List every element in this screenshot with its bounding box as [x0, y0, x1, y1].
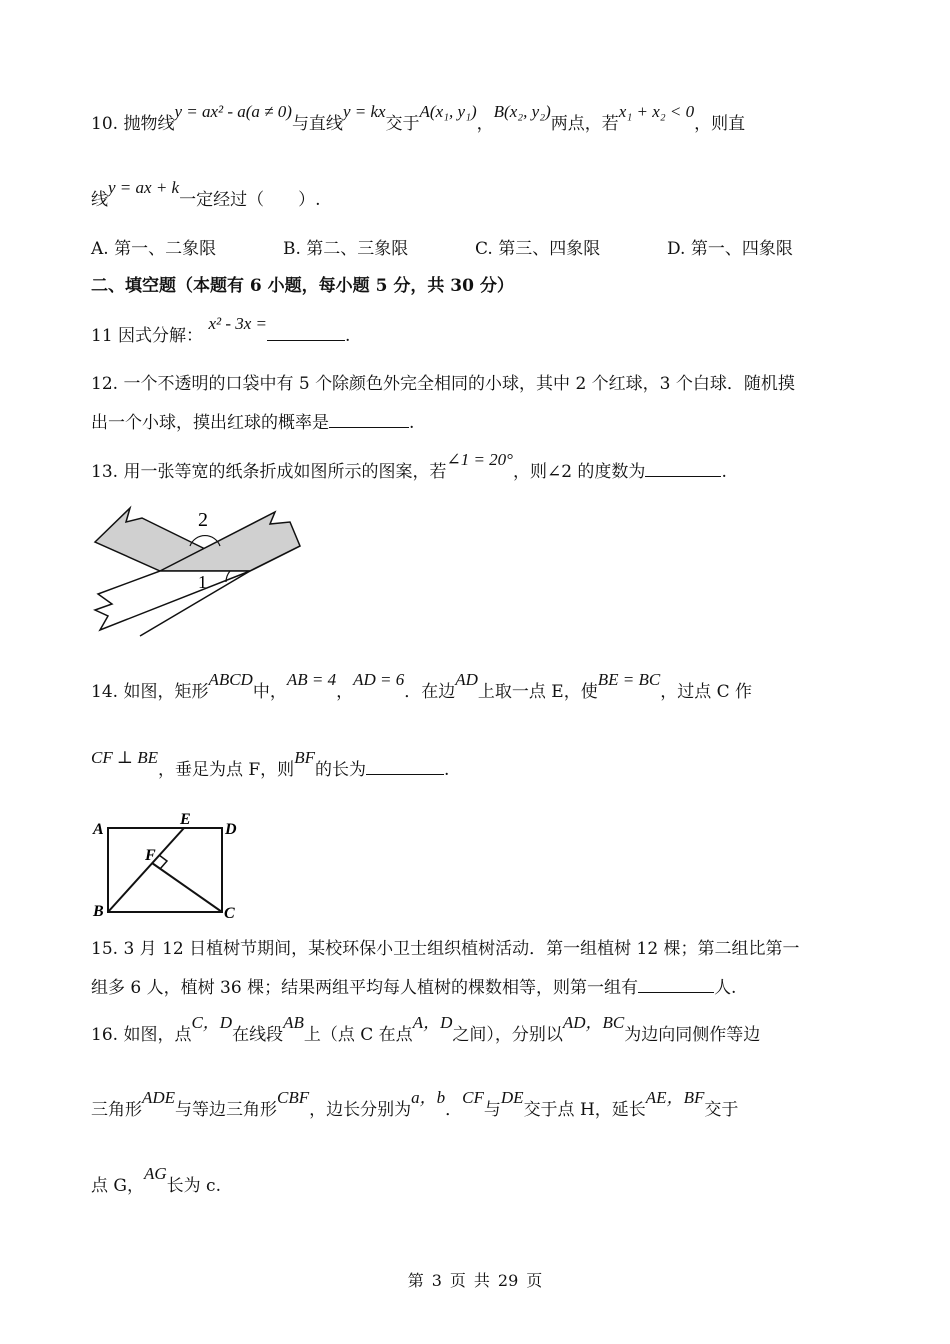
footer-text: 页: [526, 1271, 543, 1290]
q10-line-eq: y = kx: [342, 102, 386, 121]
q10-option-b: B. 第二、三象限: [283, 239, 409, 259]
q15-end: 人.: [714, 978, 737, 998]
section2-heading: 二、填空题（本题有 6 小题，每小题 5 分，共 30 分）: [91, 276, 514, 296]
q12-answer-blank[interactable]: [329, 409, 409, 428]
q10-text: 交于: [385, 114, 420, 134]
q14-right-angle-mark: [159, 855, 167, 869]
q14-segment-cf: [152, 863, 222, 912]
q16-text: ．: [445, 1100, 463, 1120]
q12-end: .: [409, 413, 415, 433]
q10-option-a: A. 第一、二象限: [91, 239, 217, 259]
footer-text: 第: [407, 1271, 424, 1290]
q14-label-f: F: [145, 847, 156, 864]
q14-label-c: C: [224, 905, 235, 922]
q10-text: 一定经过（ ）.: [179, 190, 321, 210]
total-pages: 29: [497, 1271, 519, 1290]
q14-text: 中，: [252, 682, 287, 702]
q14-bf: BF: [294, 748, 315, 767]
q10-option-c: C. 第三、四象限: [475, 239, 601, 259]
q15-answer-blank[interactable]: [638, 974, 714, 993]
q12-text: 出一个小球，摸出红球的概率是: [91, 413, 329, 433]
q11: [91, 314, 870, 348]
q14-segment-be: [108, 828, 184, 912]
q14-text: ．在边: [404, 682, 456, 702]
q10-options: [91, 237, 870, 261]
q16-sides: AD，BC: [562, 1013, 625, 1032]
q12-line2: [91, 409, 870, 435]
q10-text: ，则直: [694, 114, 746, 134]
q14-text: ，垂足为点 F，则: [157, 760, 295, 780]
q13-text: ，则∠2 的度数为: [512, 462, 646, 482]
q16-text: 交于: [704, 1100, 739, 1120]
q13-answer-blank[interactable]: [645, 458, 721, 477]
q16-text: 在线段: [232, 1025, 284, 1045]
q16-triangle-ade: ADE: [142, 1088, 176, 1107]
q14-label-a: A: [93, 821, 104, 838]
q13-label-2: 2: [198, 509, 208, 531]
q13: [91, 450, 870, 484]
q10-point-b: B(x₂, y₂): [493, 102, 551, 121]
q14-be-bc: BE = BC: [597, 670, 661, 689]
q16-text: 16. 如图，点: [91, 1025, 192, 1045]
q15-text: 组多 6 人，植树 36 棵；结果两组平均每人植树的棵数相等，则第一组有: [91, 978, 639, 998]
page-footer: [0, 1268, 950, 1291]
q16-segment-ab: AB: [283, 1013, 304, 1032]
q14-text: 的长为: [314, 760, 366, 780]
q14-label-b: B: [93, 903, 104, 920]
q14-answer-blank[interactable]: [366, 756, 444, 775]
q14-rectangle-figure: [90, 806, 250, 924]
q14-cf-perp-be: CF ⊥ BE: [91, 748, 158, 767]
q11-expression: x² - 3x =: [208, 314, 268, 333]
q12-line1: 12. 一个不透明的口袋中有 5 个除颜色外完全相同的小球，其中 2 个红球，3 个白球．随机摸: [91, 374, 795, 394]
q13-angle1: ∠1 = 20°: [446, 450, 513, 469]
q16-lengths-ab: a，b: [411, 1088, 446, 1107]
footer-text: 共: [473, 1271, 490, 1290]
q10-condition: x₁ + x₂ < 0: [618, 102, 695, 121]
q15-line2: [91, 974, 870, 1000]
q16-line3: [91, 1164, 870, 1198]
q10-line2: [91, 178, 870, 212]
q16-text: ，边长分别为: [309, 1100, 412, 1120]
q16-text: 与等边三角形: [175, 1100, 278, 1120]
q14-label-d: D: [225, 821, 237, 838]
page-number: 3: [431, 1271, 442, 1290]
q14-text: 上取一点 E，使: [477, 682, 598, 702]
q16-triangle-cbf: CBF: [277, 1088, 310, 1107]
q11-answer-blank[interactable]: [267, 322, 345, 341]
q16-text: 点 G，: [91, 1176, 144, 1196]
q14-line1: [91, 670, 870, 704]
q11-end: .: [345, 326, 351, 346]
q16-text: 上（点 C 在点: [303, 1025, 413, 1045]
q16-text: 长为 c.: [166, 1176, 221, 1196]
q16-text: 交于点 H，延长: [523, 1100, 646, 1120]
q10-text: 线: [91, 190, 108, 210]
q14-end: .: [443, 760, 450, 780]
q13-label-1: 1: [198, 572, 207, 592]
q10-line1: [91, 102, 870, 136]
q16-line1: [91, 1013, 870, 1047]
q14-ab: AB = 4: [286, 670, 337, 689]
q10-text: 两点，若: [550, 114, 619, 134]
q10-parabola-eq: y = ax² - a(a ≠ 0): [174, 102, 292, 121]
q11-text: 11 因式分解：: [91, 326, 204, 346]
q16-points-cd: C，D: [191, 1013, 233, 1032]
q10-text: ，: [476, 114, 494, 134]
q16-text: 之间），分别以: [452, 1025, 563, 1045]
q16-text: 三角形: [91, 1100, 142, 1120]
q14-ad: AD = 6: [353, 670, 405, 689]
q14-side-ad: AD: [455, 670, 478, 689]
q14-text: ，: [336, 682, 354, 702]
q13-end: .: [721, 462, 727, 482]
q14-text: 14. 如图，矩形: [91, 682, 209, 702]
q16-text: 与: [483, 1100, 501, 1120]
q14-label-e: E: [180, 811, 191, 828]
q16-de: DE: [500, 1088, 524, 1107]
q10-number: 10.: [91, 114, 119, 134]
q16-ae-bf: AE，BF: [645, 1088, 705, 1107]
q16-ag: AG: [143, 1164, 167, 1183]
q13-text: 13. 用一张等宽的纸条折成如图所示的图案，若: [91, 462, 447, 482]
q16-cf: CF: [462, 1088, 484, 1107]
q10-text: 与直线: [291, 114, 343, 134]
q10-point-a: A(x₁, y₁): [419, 102, 477, 121]
footer-text: 页: [449, 1271, 466, 1290]
q13-folded-strip-figure: [90, 500, 305, 640]
q16-line2: [91, 1088, 870, 1122]
q14-text: ，过点 C 作: [660, 682, 753, 702]
q16-points-ad: A，D: [412, 1013, 453, 1032]
q10-option-d: D. 第一、四象限: [667, 239, 793, 259]
q10-line2-eq: y = ax + k: [108, 178, 180, 197]
q14-line2: [91, 748, 870, 782]
q16-text: 为边向同侧作等边: [624, 1025, 761, 1045]
q15-line1: 15. 3 月 12 日植树节期间，某校环保小卫士组织植树活动．第一组植树 12 棵；第二组比第一: [91, 939, 800, 959]
q14-rect-name: ABCD: [208, 670, 253, 689]
q10-text: 抛物线: [123, 114, 175, 134]
